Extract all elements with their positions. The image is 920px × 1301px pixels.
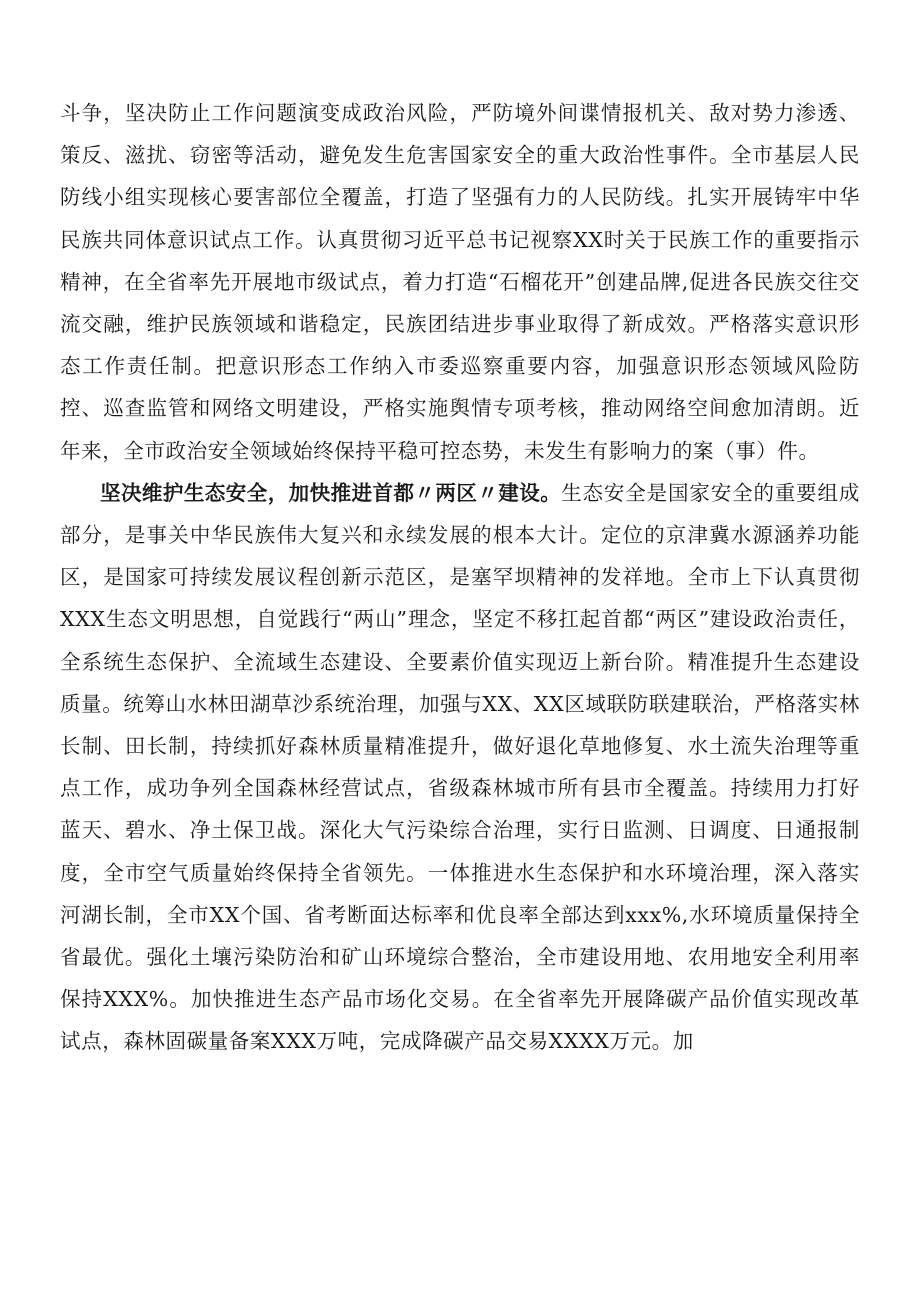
paragraph-political-security [60, 92, 860, 472]
paragraph-text: 生态安全是国家安全的重要组成部分，是事关中华民族伟大复兴和永续发展的根本大计。定位的京津冀水源涵养功能区，是国家可持续发展议程创新示范区，是塞罕坝精神的发祥地。全市上下认真贯彻XXX生态文明思想，自觉践行“两山”理念，坚定不移扛起首都“两区”建设政治责任，全系统生态保护、全流域生态建设、全要素价值实现迈上新台阶。精准提升生态建设质量。统筹山水林田湖草沙系统治理，加强与XX、XX区域联防联建联治，严格落实林长制、田长制，持续抓好森林质量精准提升，做好退化草地修复、水土流失治理等重点工作，成功争列全国森林经营试点，省级森林城市所有县市全覆盖。持续用力打好蓝天、碧水、净土保卫战。深化大气污染综合治理，实行日监测、日调度、日通报制度，全市空气质量始终保持全省领先。一体推进水生态保护和水环境治理，深入落实河湖长制，全市XX个国、省考断面达标率和优良率全部达到xxx%,水环境质量保持全省最优。强化土壤污染防治和矿山环境综合整治，全市建设用地、农用地安全利用率保持XXX%。加快推进生态产品市场化交易。在全省率先开展降碳产品价值实现改革试点，森林固碳量备案XXX万吨，完成降碳产品交易XXXX万元。加 [60, 480, 860, 1054]
paragraph-lead-heading: 坚决维护生态安全，加快推进首都〃两区〃建设。 [100, 480, 562, 505]
document-body [60, 92, 860, 1063]
paragraph-text: 斗争，坚决防止工作问题演变成政治风险，严防境外间谍情报机关、敌对势力渗透、策反、滋扰、窃密等活动，避免发生危害国家安全的重大政治性事件。全市基层人民防线小组实现核心要害部位全覆盖，打造了坚强有力的人民防线。扎实开展铸牢中华民族共同体意识试点工作。认真贯彻习近平总书记视察XX时关于民族工作的重要指示精神，在全省率先开展地市级试点，着力打造“石榴花开”创建品牌,促进各民族交往交流交融，维护民族领域和谐稳定，民族团结进步事业取得了新成效。严格落实意识形态工作责任制。把意识形态工作纳入市委巡察重要内容，加强意识形态领域风险防控、巡查监管和网络文明建设，严格实施舆情专项考核，推动网络空间愈加清朗。近年来，全市政治安全领域始终保持平稳可控态势，未发生有影响力的案（事）件。 [60, 101, 860, 463]
paragraph-ecological-security [60, 472, 860, 1063]
